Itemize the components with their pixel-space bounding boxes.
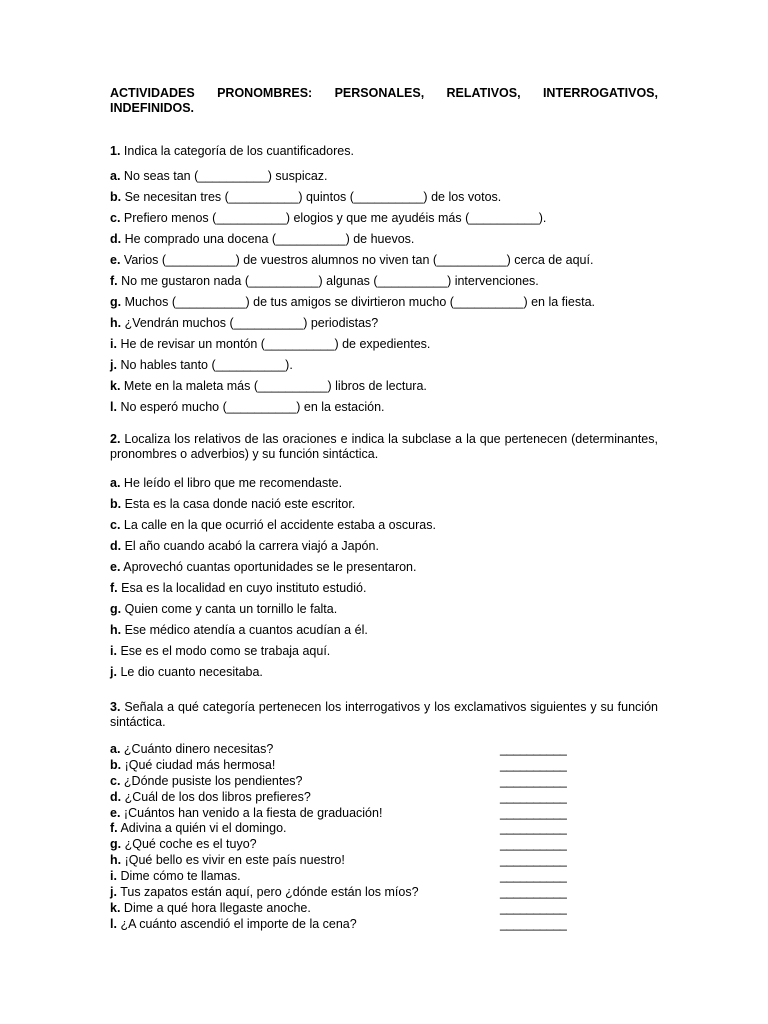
item-text: Dime a qué hora llegaste anoche. [123, 900, 311, 915]
section-1 [110, 144, 658, 418]
item-letter: f. [110, 821, 118, 836]
list-item [110, 515, 658, 536]
list-item [110, 250, 658, 271]
section-1-number: 1. [110, 144, 121, 158]
list-item [110, 397, 658, 418]
item-letter: l. [110, 400, 117, 414]
item-letter: b. [110, 190, 122, 204]
answer-blank: __________ [500, 916, 567, 931]
item-text: Adivina a quién vi el domingo. [120, 821, 287, 836]
list-item [110, 578, 658, 599]
list-item [110, 334, 658, 355]
item-letter: h. [110, 623, 122, 637]
item-letter: k. [110, 900, 121, 915]
item-letter: h. [110, 316, 122, 330]
section-2-question-line2: (determinantes, pronombres o adverbios) y su función sintáctica. [110, 432, 658, 461]
item-letter: c. [110, 211, 121, 225]
answer-blank: __________ [500, 773, 567, 788]
list-item [110, 473, 658, 494]
list-item [110, 641, 658, 662]
item-text: ¿Vendrán muchos (__________) periodistas? [124, 316, 379, 330]
item-text: Se necesitan tres (__________) quintos (__________) de los votos. [124, 190, 502, 204]
list-item [110, 869, 658, 885]
item-letter: c. [110, 518, 121, 532]
list-item [110, 599, 658, 620]
item-letter: k. [110, 379, 121, 393]
list-item [110, 917, 658, 933]
item-text: Aprovechó cuantas oportunidades se le presentaron. [123, 560, 417, 574]
item-text: ¿Dónde pusiste los pendientes? [123, 773, 303, 788]
item-text: He leído el libro que me recomendaste. [123, 476, 343, 490]
list-item [110, 901, 658, 917]
item-text: Tus zapatos están aquí, pero ¿dónde están los míos? [120, 885, 419, 900]
list-item [110, 758, 658, 774]
list-item [110, 313, 658, 334]
item-letter: d. [110, 539, 122, 553]
list-item [110, 536, 658, 557]
list-item [110, 853, 658, 869]
section-3-question-line2: función sintáctica. [110, 700, 658, 729]
answer-blank: __________ [500, 821, 567, 836]
section-1-question [110, 144, 658, 159]
section-3 [110, 700, 658, 933]
section-2-question [110, 432, 658, 462]
item-letter: g. [110, 295, 122, 309]
item-letter: h. [110, 853, 122, 868]
item-text: Mete en la maleta más (__________) libros de lectura. [123, 379, 427, 393]
answer-blank: __________ [500, 900, 567, 915]
item-letter: b. [110, 497, 122, 511]
list-item [110, 494, 658, 515]
item-text: Ese médico atendía a cuantos acudían a él. [124, 623, 368, 637]
item-text: No me gustaron nada (__________) algunas (__________) intervenciones. [121, 274, 539, 288]
item-text: ¡Qué bello es vivir en este país nuestro! [124, 853, 345, 868]
item-letter: i. [110, 644, 117, 658]
item-text: No seas tan (__________) suspicaz. [123, 169, 328, 183]
item-letter: d. [110, 789, 122, 804]
list-item [110, 355, 658, 376]
item-text: He comprado una docena (__________) de huevos. [124, 232, 415, 246]
list-item [110, 187, 658, 208]
item-text: Muchos (__________) de tus amigos se divirtieron mucho (__________) en la fiesta. [124, 295, 596, 309]
item-text: ¿A cuánto ascendió el importe de la cena? [120, 916, 357, 931]
answer-blank: __________ [500, 837, 567, 852]
item-text: La calle en la que ocurrió el accidente estaba a oscuras. [123, 518, 436, 532]
item-letter: e. [110, 805, 121, 820]
answer-blank: __________ [500, 885, 567, 900]
list-item [110, 229, 658, 250]
item-letter: j. [110, 885, 117, 900]
item-letter: e. [110, 253, 121, 267]
section-1-question-text: Indica la categoría de los cuantificadores. [123, 144, 354, 158]
list-item [110, 742, 658, 758]
list-item [110, 271, 658, 292]
section-1-list [110, 166, 658, 418]
item-text: ¡Cuántos han venido a la fiesta de graduación! [123, 805, 383, 820]
list-item [110, 208, 658, 229]
list-item [110, 837, 658, 853]
list-item [110, 885, 658, 901]
list-item [110, 821, 658, 837]
answer-blank: __________ [500, 789, 567, 804]
item-text: Esta es la casa donde nació este escritor. [124, 497, 356, 511]
item-letter: j. [110, 665, 117, 679]
section-3-question-line1: Señala a qué categoría pertenecen los interrogativos y los exclamativos siguientes y su [124, 700, 614, 714]
item-text: El año cuando acabó la carrera viajó a Japón. [124, 539, 379, 553]
section-2-number: 2. [110, 432, 121, 446]
section-3-list [110, 742, 658, 933]
item-letter: g. [110, 837, 122, 852]
item-letter: a. [110, 742, 121, 756]
item-text: No hables tanto (__________). [120, 358, 293, 372]
item-letter: f. [110, 581, 118, 595]
item-letter: a. [110, 169, 121, 183]
item-text: ¿Cuánto dinero necesitas? [123, 742, 274, 756]
list-item [110, 620, 658, 641]
list-item [110, 806, 658, 822]
section-2 [110, 432, 658, 683]
item-text: Prefiero menos (__________) elogios y que me ayudéis más (__________). [123, 211, 547, 225]
item-text: No esperó mucho (__________) en la estación. [120, 400, 385, 414]
section-2-question-line1: Localiza los relativos de las oraciones e indica la subclase a la que pertenecen [124, 432, 568, 446]
answer-blank: __________ [500, 853, 567, 868]
answer-blank: __________ [500, 742, 567, 756]
item-letter: i. [110, 869, 117, 884]
item-text: Ese es el modo como se trabaja aquí. [120, 644, 331, 658]
item-letter: a. [110, 476, 121, 490]
item-text: Esa es la localidad en cuyo instituto estudió. [121, 581, 367, 595]
section-3-question [110, 700, 658, 730]
section-3-number: 3. [110, 700, 121, 714]
document-title-continuation: INDEFINIDOS. [110, 101, 195, 115]
item-letter: g. [110, 602, 122, 616]
item-text: Dime cómo te llamas. [120, 869, 241, 884]
item-text: ¿Cuál de los dos libros prefieres? [124, 789, 311, 804]
item-letter: c. [110, 773, 121, 788]
list-item [110, 292, 658, 313]
answer-blank: __________ [500, 805, 567, 820]
item-text: ¡Qué ciudad más hermosa! [124, 757, 276, 772]
list-item [110, 662, 658, 683]
item-letter: j. [110, 358, 117, 372]
section-2-list [110, 473, 658, 683]
item-letter: d. [110, 232, 122, 246]
item-text: ¿Qué coche es el tuyo? [124, 837, 257, 852]
list-item [110, 376, 658, 397]
list-item [110, 774, 658, 790]
item-text: Quien come y canta un tornillo le falta. [124, 602, 338, 616]
item-text: Le dio cuanto necesitaba. [120, 665, 263, 679]
item-letter: e. [110, 560, 121, 574]
item-text: He de revisar un montón (__________) de expedientes. [120, 337, 431, 351]
item-text: Varios (__________) de vuestros alumnos no viven tan (__________) cerca de aquí. [123, 253, 594, 267]
item-letter: b. [110, 757, 122, 772]
list-item [110, 557, 658, 578]
item-letter: l. [110, 916, 117, 931]
document-title: ACTIVIDADES PRONOMBRES: PERSONALES, RELATIVOS, INTERROGATIVOS, [110, 86, 658, 100]
answer-blank: __________ [500, 757, 567, 772]
list-item [110, 790, 658, 806]
item-letter: i. [110, 337, 117, 351]
item-letter: f. [110, 274, 118, 288]
list-item [110, 166, 658, 187]
document-content [110, 86, 658, 933]
answer-blank: __________ [500, 869, 567, 884]
